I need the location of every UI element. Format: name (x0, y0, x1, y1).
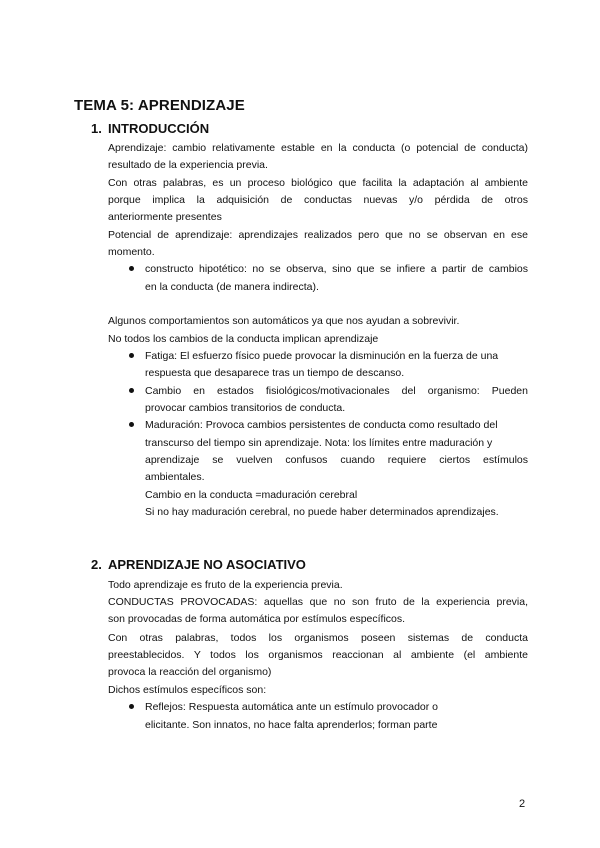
paragraph-line: preestablecidos. Y todos los organismos reaccionan al ambiente (el ambiente (108, 649, 528, 661)
section-title: INTRODUCCIÓN (108, 121, 210, 136)
paragraph-line: No todos los cambios de la conducta implican aprendizaje (108, 333, 379, 345)
paragraph-line: momento. (108, 246, 155, 258)
bullet-line: constructo hipotético: no se observa, sino que se infiere a partir de cambios (145, 263, 528, 275)
paragraph-line: Con otras palabras, todos los organismos poseen sistemas de conducta (108, 632, 528, 644)
section-heading-introduccion (91, 121, 209, 136)
document-title: TEMA 5: APRENDIZAJE (74, 97, 245, 114)
section-number: 2. (91, 557, 102, 572)
paragraph-line: Dichos estímulos específicos son: (108, 684, 267, 696)
bullet-line: Cambio en estados fisiológicos/motivacionales del organismo: Pueden (145, 385, 528, 397)
bullet-icon (129, 422, 134, 427)
paragraph-line: CONDUCTAS PROVOCADAS: aquellas que no son fruto de la experiencia previa, (108, 596, 528, 608)
paragraph-line: Algunos comportamientos son automáticos ya que nos ayudan a sobrevivir. (108, 315, 460, 327)
bullet-line: Si no hay maduración cerebral, no puede haber determinados aprendizajes. (145, 506, 499, 518)
paragraph-line: anteriormente presentes (108, 211, 222, 223)
bullet-line: provocar cambios transitorios de conducta. (145, 402, 346, 414)
paragraph-line: resultado de la experiencia previa. (108, 159, 268, 171)
section-heading-aprendizaje-no-asociativo (91, 557, 306, 572)
paragraph-line: Aprendizaje: cambio relativamente estable en la conducta (o potencial de conducta) (108, 142, 528, 154)
bullet-line: Cambio en la conducta =maduración cerebral (145, 489, 358, 501)
bullet-line: respuesta que desaparece tras un tiempo de descanso. (145, 367, 405, 379)
page-number: 2 (519, 798, 526, 810)
bullet-icon (129, 704, 134, 709)
bullet-line: Reflejos: Respuesta automática ante un estímulo provocador o (145, 701, 439, 713)
paragraph-line: Con otras palabras, es un proceso biológico que facilita la adaptación al ambiente (108, 177, 528, 189)
paragraph-line: porque implica la adquisición de conductas nuevas y/o pérdida de otros (108, 194, 528, 206)
bullet-line: elicitante. Son innatos, no hace falta aprenderlos; forman parte (145, 719, 438, 731)
bullet-icon (129, 388, 134, 393)
paragraph-line: son provocadas de forma automática por estímulos específicos. (108, 613, 406, 625)
bullet-line: ambientales. (145, 471, 205, 483)
bullet-icon (129, 353, 134, 358)
bullet-line: en la conducta (de manera indirecta). (145, 281, 319, 293)
bullet-line: Maduración: Provoca cambios persistentes de conducta como resultado del (145, 419, 498, 431)
paragraph-line: provoca la reacción del organismo) (108, 666, 272, 678)
paragraph-line: Todo aprendizaje es fruto de la experiencia previa. (108, 579, 343, 591)
bullet-line: Fatiga: El esfuerzo físico puede provocar la disminución en la fuerza de una (145, 350, 499, 362)
bullet-icon (129, 266, 134, 271)
bullet-line: aprendizaje se vuelven confusos cuando requiere ciertos estímulos (145, 454, 528, 466)
paragraph-line: Potencial de aprendizaje: aprendizajes realizados pero que no se observan en ese (108, 229, 528, 241)
bullet-line: transcurso del tiempo sin aprendizaje. Nota: los límites entre maduración y (145, 437, 493, 449)
section-title: APRENDIZAJE NO ASOCIATIVO (108, 557, 306, 572)
section-number: 1. (91, 121, 102, 136)
